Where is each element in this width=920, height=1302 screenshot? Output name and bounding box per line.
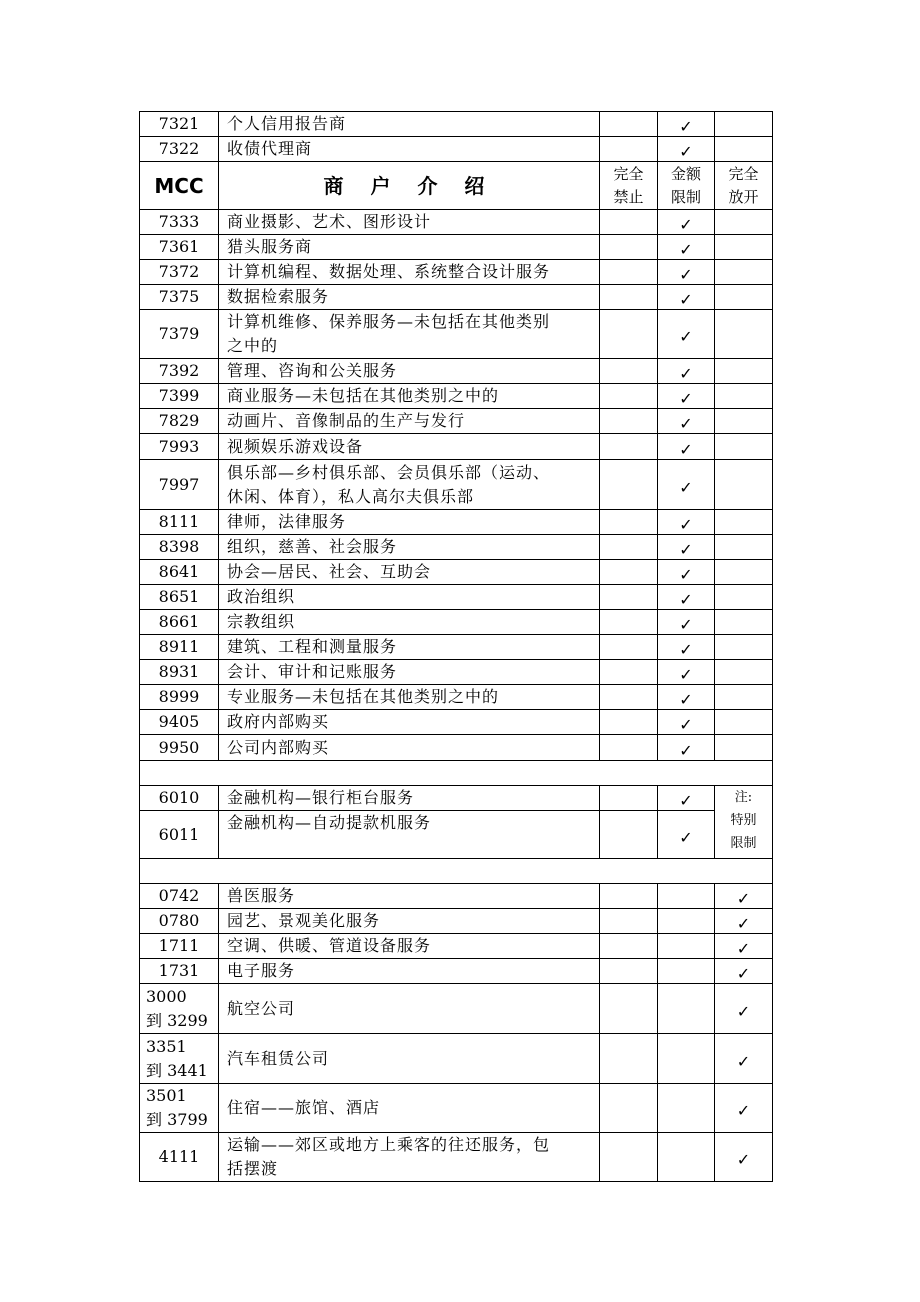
mcc-code-range: 3501 到 3799: [140, 1084, 219, 1133]
forbid-cell: [600, 934, 658, 959]
table-row: [140, 210, 773, 235]
limit-check-icon: ✓: [658, 285, 715, 310]
forbid-cell: [600, 285, 658, 310]
forbid-cell: [600, 235, 658, 260]
open-cell: [715, 510, 773, 535]
mcc-code: 0780: [140, 909, 219, 934]
limit-check-icon: ✓: [658, 811, 715, 859]
merchant-description: 管理、咨询和公关服务: [219, 359, 600, 384]
open-cell: [715, 710, 773, 735]
mcc-code: 8398: [140, 535, 219, 560]
header-full-forbid: 完全 禁止: [600, 162, 658, 210]
mcc-code: 0742: [140, 884, 219, 909]
forbid-cell: [600, 735, 658, 761]
open-cell: [715, 635, 773, 660]
limit-check-icon: ✓: [658, 260, 715, 285]
merchant-description: 运输——郊区或地方上乘客的往还服务，包 括摆渡: [219, 1133, 600, 1182]
merchant-description: 金融机构—自动提款机服务: [219, 811, 600, 859]
table-row: [140, 660, 773, 685]
table-row: [140, 635, 773, 660]
limit-cell: [658, 1133, 715, 1182]
mcc-code: 1711: [140, 934, 219, 959]
mcc-code: 7993: [140, 434, 219, 460]
open-cell: [715, 384, 773, 409]
mcc-code-range: 3351 到 3441: [140, 1034, 219, 1084]
section-divider: [140, 859, 773, 884]
header-merchant-intro: 商 户 介 绍: [219, 162, 600, 210]
merchant-description: 律师，法律服务: [219, 510, 600, 535]
table-row: [140, 710, 773, 735]
merchant-description: 计算机编程、数据处理、系统整合设计服务: [219, 260, 600, 285]
merchant-description: 兽医服务: [219, 884, 600, 909]
merchant-description: 计算机维修、保养服务—未包括在其他类别 之中的: [219, 310, 600, 359]
table-row: [140, 409, 773, 434]
mcc-code: 9405: [140, 710, 219, 735]
table-row: [140, 1034, 773, 1084]
forbid-cell: [600, 685, 658, 710]
forbid-cell: [600, 409, 658, 434]
table-row: [140, 560, 773, 585]
table-header-row: [140, 162, 773, 210]
open-cell: [715, 210, 773, 235]
table-row: [140, 884, 773, 909]
open-cell: [715, 359, 773, 384]
limit-cell: [658, 1034, 715, 1084]
table-row: [140, 959, 773, 984]
mcc-code: 8651: [140, 585, 219, 610]
mcc-code: 1731: [140, 959, 219, 984]
mcc-code: 8999: [140, 685, 219, 710]
forbid-cell: [600, 260, 658, 285]
table-row: [140, 359, 773, 384]
merchant-description: 动画片、音像制品的生产与发行: [219, 409, 600, 434]
limit-cell: [658, 909, 715, 934]
merchant-description: 政府内部购买: [219, 710, 600, 735]
merchant-description: 商业摄影、艺术、图形设计: [219, 210, 600, 235]
limit-check-icon: ✓: [658, 510, 715, 535]
merchant-description: 汽车租赁公司: [219, 1034, 600, 1084]
limit-cell: [658, 984, 715, 1034]
open-cell: [715, 409, 773, 434]
open-check-icon: ✓: [715, 959, 773, 984]
open-cell: [715, 112, 773, 137]
merchant-description: 视频娱乐游戏设备: [219, 434, 600, 460]
limit-check-icon: ✓: [658, 535, 715, 560]
mcc-code-range: 3000 到 3299: [140, 984, 219, 1034]
forbid-cell: [600, 460, 658, 510]
merchant-description: 专业服务—未包括在其他类别之中的: [219, 685, 600, 710]
limit-check-icon: ✓: [658, 310, 715, 359]
header-full-open: 完全 放开: [715, 162, 773, 210]
limit-check-icon: ✓: [658, 112, 715, 137]
section-divider-row: [140, 859, 773, 884]
forbid-cell: [600, 959, 658, 984]
forbid-cell: [600, 610, 658, 635]
table-row: [140, 460, 773, 510]
mcc-code: 7375: [140, 285, 219, 310]
mcc-code: 7829: [140, 409, 219, 434]
forbid-cell: [600, 984, 658, 1034]
forbid-cell: [600, 310, 658, 359]
table-row: [140, 137, 773, 162]
table-row: [140, 260, 773, 285]
table-row: [140, 112, 773, 137]
open-cell: [715, 260, 773, 285]
merchant-description: 个人信用报告商: [219, 112, 600, 137]
forbid-cell: [600, 585, 658, 610]
limit-check-icon: ✓: [658, 409, 715, 434]
table-row: [140, 610, 773, 635]
mcc-code: 4111: [140, 1133, 219, 1182]
table-row: [140, 984, 773, 1034]
mcc-code: 6010: [140, 786, 219, 811]
limit-cell: [658, 1084, 715, 1133]
merchant-description: 金融机构—银行柜台服务: [219, 786, 600, 811]
open-cell: [715, 535, 773, 560]
table-row: [140, 934, 773, 959]
header-mcc: MCC: [140, 162, 219, 210]
open-cell: [715, 685, 773, 710]
mcc-code: 7321: [140, 112, 219, 137]
header-amount-limit: 金额 限制: [658, 162, 715, 210]
open-cell: [715, 310, 773, 359]
forbid-cell: [600, 434, 658, 460]
mcc-code: 7399: [140, 384, 219, 409]
merchant-description: 组织，慈善、社会服务: [219, 535, 600, 560]
forbid-cell: [600, 884, 658, 909]
merchant-description: 建筑、工程和测量服务: [219, 635, 600, 660]
forbid-cell: [600, 1034, 658, 1084]
forbid-cell: [600, 1084, 658, 1133]
limit-check-icon: ✓: [658, 610, 715, 635]
merchant-description: 电子服务: [219, 959, 600, 984]
mcc-code: 7322: [140, 137, 219, 162]
limit-check-icon: ✓: [658, 137, 715, 162]
merchant-description: 会计、审计和记账服务: [219, 660, 600, 685]
limit-check-icon: ✓: [658, 235, 715, 260]
merchant-description: 数据检索服务: [219, 285, 600, 310]
mcc-code: 8661: [140, 610, 219, 635]
table-row: [140, 909, 773, 934]
table-row: [140, 786, 773, 811]
open-cell: [715, 235, 773, 260]
limit-cell: [658, 884, 715, 909]
open-cell: [715, 434, 773, 460]
mcc-code: 7392: [140, 359, 219, 384]
mcc-code: 7372: [140, 260, 219, 285]
merchant-description: 航空公司: [219, 984, 600, 1034]
table-row: [140, 384, 773, 409]
open-check-icon: ✓: [715, 984, 773, 1034]
open-cell: [715, 610, 773, 635]
open-check-icon: ✓: [715, 1133, 773, 1182]
forbid-cell: [600, 1133, 658, 1182]
limit-check-icon: ✓: [658, 786, 715, 811]
table-row: [140, 285, 773, 310]
merchant-description: 协会—居民、社会、互助会: [219, 560, 600, 585]
mcc-code: 8641: [140, 560, 219, 585]
forbid-cell: [600, 137, 658, 162]
limit-check-icon: ✓: [658, 710, 715, 735]
merchant-description: 宗教组织: [219, 610, 600, 635]
forbid-cell: [600, 535, 658, 560]
table-row: [140, 811, 773, 859]
forbid-cell: [600, 210, 658, 235]
open-cell: [715, 585, 773, 610]
mcc-table: [139, 111, 773, 1182]
table-row: [140, 235, 773, 260]
section-divider-row: [140, 761, 773, 786]
merchant-description: 收债代理商: [219, 137, 600, 162]
limit-cell: [658, 959, 715, 984]
open-cell: [715, 137, 773, 162]
table-row: [140, 434, 773, 460]
merchant-description: 公司内部购买: [219, 735, 600, 761]
merchant-description: 商业服务—未包括在其他类别之中的: [219, 384, 600, 409]
mcc-code: 9950: [140, 735, 219, 761]
forbid-cell: [600, 909, 658, 934]
limit-check-icon: ✓: [658, 210, 715, 235]
forbid-cell: [600, 112, 658, 137]
mcc-code: 8111: [140, 510, 219, 535]
limit-check-icon: ✓: [658, 660, 715, 685]
special-limit-note: 注: 特别 限制: [715, 786, 773, 859]
open-check-icon: ✓: [715, 1034, 773, 1084]
forbid-cell: [600, 635, 658, 660]
limit-cell: [658, 934, 715, 959]
limit-check-icon: ✓: [658, 685, 715, 710]
table-row: [140, 685, 773, 710]
mcc-code: 7361: [140, 235, 219, 260]
open-check-icon: ✓: [715, 909, 773, 934]
mcc-code: 7997: [140, 460, 219, 510]
forbid-cell: [600, 660, 658, 685]
table-row: [140, 585, 773, 610]
limit-check-icon: ✓: [658, 460, 715, 510]
forbid-cell: [600, 560, 658, 585]
limit-check-icon: ✓: [658, 434, 715, 460]
mcc-code: 7379: [140, 310, 219, 359]
limit-check-icon: ✓: [658, 384, 715, 409]
table-row: [140, 510, 773, 535]
open-cell: [715, 660, 773, 685]
forbid-cell: [600, 384, 658, 409]
merchant-description: 住宿——旅馆、酒店: [219, 1084, 600, 1133]
table-row: [140, 310, 773, 359]
limit-check-icon: ✓: [658, 359, 715, 384]
merchant-description: 政治组织: [219, 585, 600, 610]
table-row: [140, 735, 773, 761]
limit-check-icon: ✓: [658, 585, 715, 610]
forbid-cell: [600, 710, 658, 735]
forbid-cell: [600, 811, 658, 859]
mcc-code: 8931: [140, 660, 219, 685]
section-divider: [140, 761, 773, 786]
open-cell: [715, 285, 773, 310]
merchant-description: 空调、供暖、管道设备服务: [219, 934, 600, 959]
open-check-icon: ✓: [715, 884, 773, 909]
limit-check-icon: ✓: [658, 635, 715, 660]
mcc-code: 8911: [140, 635, 219, 660]
merchant-description: 俱乐部—乡村俱乐部、会员俱乐部（运动、 休闲、体育），私人高尔夫俱乐部: [219, 460, 600, 510]
forbid-cell: [600, 510, 658, 535]
open-cell: [715, 460, 773, 510]
table-row: [140, 535, 773, 560]
mcc-code: 6011: [140, 811, 219, 859]
forbid-cell: [600, 786, 658, 811]
limit-check-icon: ✓: [658, 735, 715, 761]
open-check-icon: ✓: [715, 1084, 773, 1133]
open-cell: [715, 735, 773, 761]
open-check-icon: ✓: [715, 934, 773, 959]
merchant-description: 园艺、景观美化服务: [219, 909, 600, 934]
table-row: [140, 1084, 773, 1133]
merchant-description: 猎头服务商: [219, 235, 600, 260]
mcc-code: 7333: [140, 210, 219, 235]
limit-check-icon: ✓: [658, 560, 715, 585]
forbid-cell: [600, 359, 658, 384]
table-row: [140, 1133, 773, 1182]
open-cell: [715, 560, 773, 585]
